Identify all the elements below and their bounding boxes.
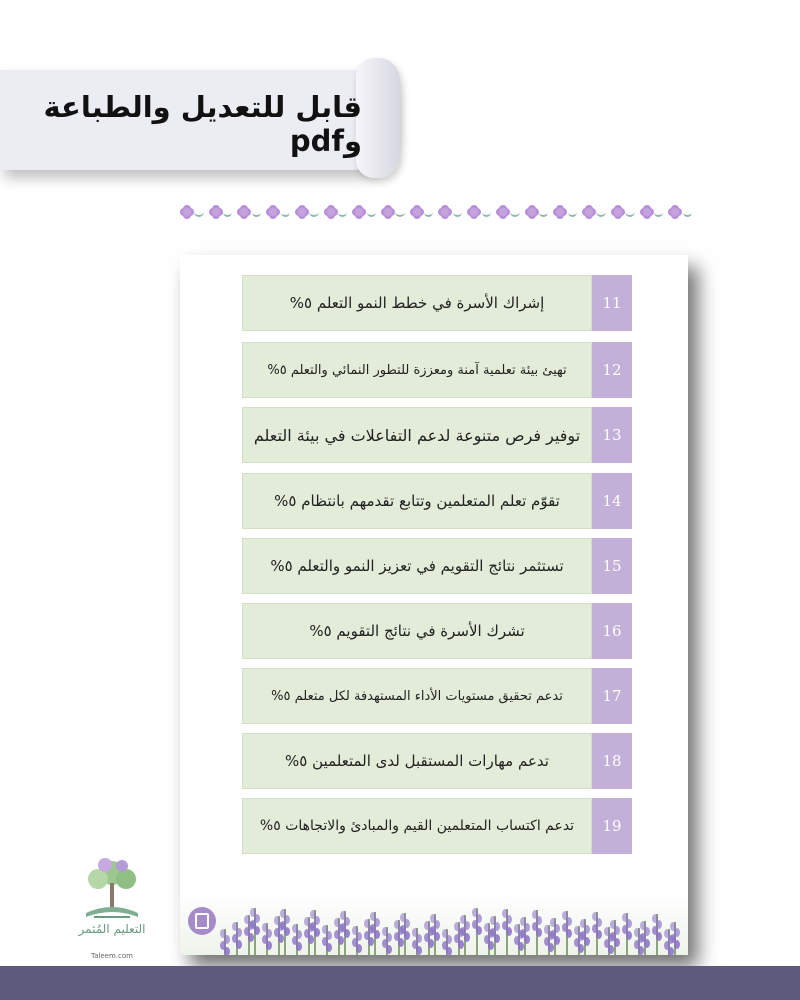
item-text: تدعم مهارات المستقبل لدى المتعلمين ٥% <box>242 733 592 789</box>
lavender-decoration <box>180 895 688 955</box>
list-item <box>242 275 632 331</box>
wave-icon <box>453 207 462 217</box>
flower-icon <box>352 205 361 219</box>
content-card <box>180 255 688 955</box>
list-item <box>242 733 632 789</box>
lavender-bud <box>236 940 242 949</box>
item-text: توفير فرص متنوعة لدعم التفاعلات في بيئة التعلم <box>242 407 592 463</box>
lavender-bud <box>434 932 440 941</box>
flower-icon <box>209 205 218 219</box>
wave-icon <box>338 207 347 217</box>
wave-icon <box>596 207 605 217</box>
item-number: 18 <box>592 733 632 789</box>
item-text: تستثمر نتائج التقويم في تعزيز النمو والتعلم ٥% <box>242 538 592 594</box>
flower-icon <box>496 205 505 219</box>
decorative-divider <box>180 202 692 222</box>
lavender-bud <box>446 947 452 955</box>
list-item <box>242 538 632 594</box>
lavender-bud <box>224 947 230 955</box>
flower-icon <box>410 205 419 219</box>
item-text: تقوّم تعلم المتعلمين وتتابع تقدمهم بانتظام ٥% <box>242 473 592 529</box>
item-number: 16 <box>592 603 632 659</box>
wave-icon <box>281 207 290 217</box>
item-text: تهيئ بيئة تعلمية آمنة ومعززة للتطور النمائي والتعلم ٥% <box>242 342 592 398</box>
lavender-bud <box>404 931 410 940</box>
flower-icon <box>467 205 476 219</box>
flower-icon <box>266 205 275 219</box>
list-item <box>242 473 632 529</box>
list-item <box>242 603 632 659</box>
wave-icon <box>194 207 203 217</box>
item-text: تدعم تحقيق مستويات الأداء المستهدفة لكل متعلم ٥% <box>242 668 592 724</box>
item-number: 12 <box>592 342 632 398</box>
lavender-bud <box>566 929 572 938</box>
item-number: 14 <box>592 473 632 529</box>
banner-title: قابل للتعديل والطباعة وpdf <box>43 90 362 158</box>
lavender-bud <box>644 939 650 948</box>
flower-icon <box>381 205 390 219</box>
flower-icon <box>324 205 333 219</box>
lavender-bud <box>266 941 272 950</box>
item-number: 17 <box>592 668 632 724</box>
logo-site: Taleem.com <box>91 952 133 960</box>
lavender-bud <box>656 932 662 941</box>
item-text: تشرك الأسرة في نتائج التقويم ٥% <box>242 603 592 659</box>
logo-name: التعليم المُثمر <box>78 922 146 936</box>
item-number: 15 <box>592 538 632 594</box>
lavender-bud <box>506 927 512 936</box>
bottom-bar <box>0 966 800 1000</box>
list-item <box>242 668 632 724</box>
lavender-bud <box>674 940 680 949</box>
lavender-bud <box>626 931 632 940</box>
flower-icon <box>180 205 189 219</box>
banner-curl <box>356 58 400 178</box>
flower-icon <box>295 205 304 219</box>
lavender-bud <box>296 942 302 951</box>
lavender-bud <box>494 934 500 943</box>
lavender-bud <box>554 936 560 945</box>
item-number: 11 <box>592 275 632 331</box>
lavender-bud <box>326 943 332 952</box>
lavender-bud <box>344 929 350 938</box>
wave-icon <box>510 207 519 217</box>
wave-icon <box>309 207 318 217</box>
tree-logo-icon <box>72 855 152 925</box>
lavender-bud <box>584 937 590 946</box>
list-item <box>242 798 632 854</box>
page-icon <box>188 907 216 935</box>
lavender-bud <box>416 946 422 955</box>
lavender-bud <box>596 930 602 939</box>
wave-icon <box>367 207 376 217</box>
item-text: إشراك الأسرة في خطط النمو التعلم ٥% <box>242 275 592 331</box>
flower-icon <box>668 205 677 219</box>
wave-icon <box>683 207 692 217</box>
flower-icon <box>640 205 649 219</box>
flower-icon <box>438 205 447 219</box>
lavender-bud <box>374 930 380 939</box>
flower-icon <box>553 205 562 219</box>
wave-icon <box>654 207 663 217</box>
item-number: 13 <box>592 407 632 463</box>
flower-icon <box>237 205 246 219</box>
wave-icon <box>395 207 404 217</box>
wave-icon <box>625 207 634 217</box>
wave-icon <box>252 207 261 217</box>
item-number: 19 <box>592 798 632 854</box>
lavender-bud <box>284 927 290 936</box>
lavender-bud <box>356 944 362 953</box>
wave-icon <box>424 207 433 217</box>
lavender-bud <box>464 933 470 942</box>
lavender-bud <box>254 926 260 935</box>
lavender-bud <box>386 945 392 954</box>
wave-icon <box>223 207 232 217</box>
lavender-bud <box>476 926 482 935</box>
wave-icon <box>568 207 577 217</box>
flower-icon <box>525 205 534 219</box>
list-item <box>242 342 632 398</box>
lavender-bud <box>314 928 320 937</box>
list-item <box>242 407 632 463</box>
lavender-bud <box>614 938 620 947</box>
flower-icon <box>582 205 591 219</box>
wave-icon <box>482 207 491 217</box>
flower-icon <box>611 205 620 219</box>
wave-icon <box>539 207 548 217</box>
lavender-bud <box>536 928 542 937</box>
lavender-bud <box>524 935 530 944</box>
item-text: تدعم اكتساب المتعلمين القيم والمبادئ والاتجاهات ٥% <box>242 798 592 854</box>
